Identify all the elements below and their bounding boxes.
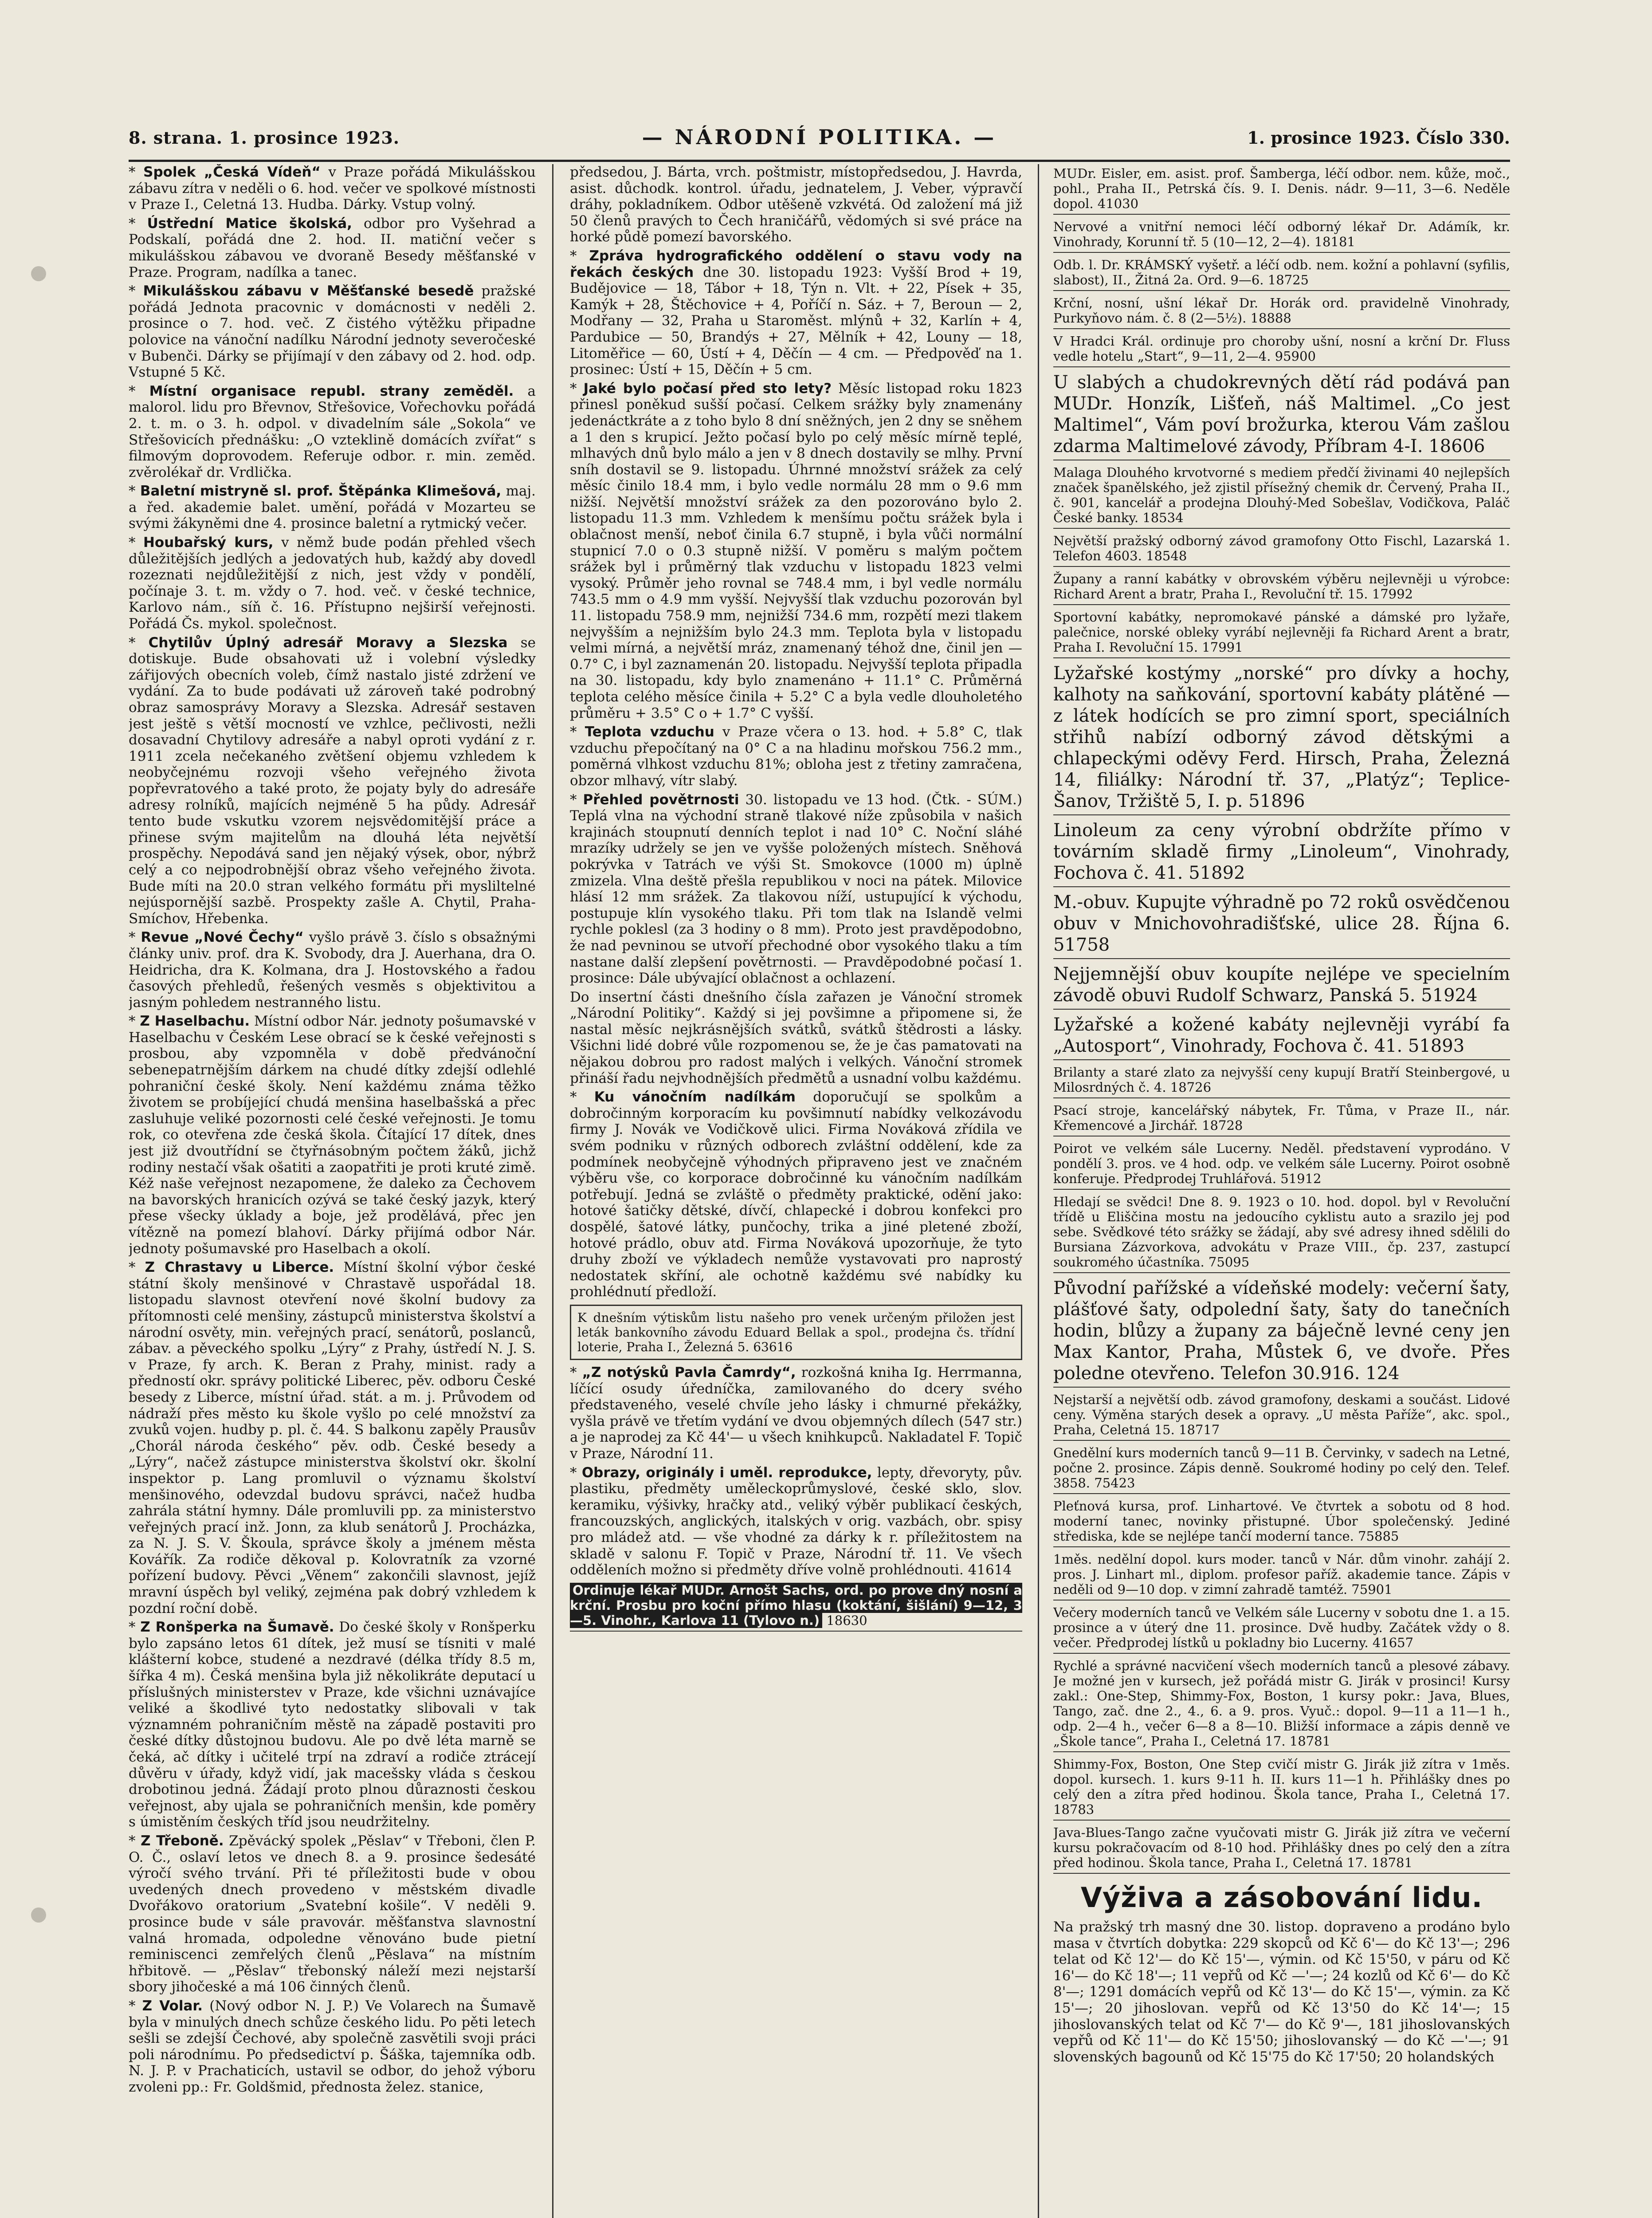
bullet-star: * — [570, 1464, 582, 1481]
bullet-star: * — [570, 1364, 582, 1380]
news-item — [129, 1013, 536, 1257]
ad-text: Sportovní kabátky, nepromokavé pánské a dámské pro lyžaře, palečnice, norské obleky vyrábí nejlevněji fa Richard Arent a bratr, Praha I. Revoluční 15. — [1053, 610, 1510, 655]
bullet-star: * — [129, 483, 140, 499]
news-item-title: Mikulášskou zábavu v Měšťanské besedě — [143, 283, 474, 299]
news-item-text: Do české školy v Ronšperku bylo zapsáno letos 61 dítek, jež musí se tísniti v malé klášterní kobce, studené a nezdravé (délka třídy 8.5 m, šířka 4 m). Česká menšina byla již několikráte deputací u příslušných ministerstev v Praze, kde všichni uznávajíce veliké a škodlivé tyto nedostatky slibovali v tak významném pohraničním městě na západě postaviti pro české dítky důstojnou budovu. Ale po dvě léta marně se čeká, ač dítky i učitelé trpí na zdraví a rodiče ztrácejí důvěru v úřady, když vidí, jak macešsky vláda s českou drobotinou jedná. Žádají proto plnou důraznosti českou veřejnost, aby ujala se pohraničních menšin, kde poměry s úmistěním českých tříd jsou neudržitelny. — [129, 1619, 536, 1830]
ad-text: Lyžařské a kožené kabáty nejlevněji vyrábí fa „Autosport“, Vinohrady, Fochova č. 41. — [1053, 1015, 1510, 1056]
ad-number: 18630 — [822, 1612, 867, 1628]
news-item-title: Obrazy, originály i uměl. reprodukce, — [581, 1464, 872, 1481]
news-item-text: maj. a řed. akademie balet. umění, pořádá v Mozarteu se svými žákyněmi dne 4. prosince baletní a rytmický večer. — [129, 483, 536, 532]
news-item — [570, 1465, 1022, 1578]
news-item-text: se dotiskuje. Bude obsahovati už i volební výsledky zářijových obecních voleb, čímž nastalo jisté zdržení ve vydání. Za to bude podávati už zároveň také podrobný obraz samosprávy Moravy a Slezska. Adresář sestaven jest ještě s větší mocností ve vzhlce, pečlivosti, nežli dosavadní Chytilovy adresáře a nabyl oproti vydání z r. 1911 zcela nečekaného zvětšení objemu vzhledem k neobyčejnému rozvoji všeho veřejného života popřevratového a také proto, že pojaty byly do adresáře adresy rolníků, majících nejméně 5 ha půdy. Adresář tento bude vskutku vzorem nejsvědomitější práce a přinese svým majitelům na dlouhá léta největší prospěchy. Nepodává sand jen nějaký výsek, obor, nýbrž celý a co nejpodrobnější obraz všeho veřejného života. Bude míti na 20.0 stran velkého formátu při mysliltelné nejúspornější sazbě. Prospekty zašle A. Chytil, Praha-Smíchov, Hřebenka. — [129, 634, 536, 927]
ad-number: 75423 — [1090, 1475, 1135, 1490]
classified-ads — [1053, 164, 1510, 1874]
news-item — [129, 483, 536, 532]
column-divider — [1038, 164, 1039, 2218]
classified-ad — [1053, 1276, 1510, 1388]
ad-text: Malaga Dlouhého krvotvorné s mediem předčí živinami 40 nejlepších značek španělského, jež zjistil přísežný chemik dr. Červený, Praha II., č. 901, kancelář a prodejna Dlouhý-Med Sobešlav, Vodičkova, Paláč České banky. — [1053, 465, 1510, 525]
bullet-star: * — [570, 248, 589, 264]
news-item-title: Baletní mistryně sl. prof. Štěpánka Klimešová, — [140, 483, 502, 499]
ad-number: 18783 — [1053, 1802, 1095, 1817]
news-item-title: Zpráva hydrografického oddělení o stavu vody na řekách českých — [570, 248, 1022, 280]
bullet-star: * — [129, 1013, 140, 1030]
ad-number: 51893 — [1402, 1036, 1465, 1056]
masthead-title: — NÁRODNÍ POLITIKA. — — [642, 125, 997, 149]
bullet-star: * — [570, 724, 585, 740]
ad-text: Večery moderních tanců ve Velkém sále Lucerny v sobotu dne 1. a 15. prosince a v úterý dne 11. prosince. Dvě hudby. Začátek vždy o 8. večer. Předprodej lístků u pokladny bio Lucerny. — [1053, 1605, 1510, 1650]
news-item — [570, 1089, 1022, 1300]
ad-number: 18888 — [1246, 311, 1291, 326]
classified-ad — [1053, 217, 1510, 253]
ad-text: Nejstarší a největší odb. závod gramofony, deskami a součást. Lidové ceny. Výměna starých desek a opravy. „U města Paříže“, akc. spol., Praha, Celetná 15. — [1053, 1392, 1510, 1437]
ad-number: 18181 — [1310, 234, 1355, 249]
ad-text: Brilanty a staré zlato za nejvyšší ceny kupují Bratří Steinbergové, u Milosrdných č. 4. — [1053, 1065, 1510, 1095]
news-item — [129, 535, 536, 632]
classified-ad — [1053, 1063, 1510, 1098]
bullet-star: * — [570, 1089, 594, 1105]
news-item-text: Místní školní výbor české státní školy menšinové v Chrastavě uspořádal 18. listopadu slavnost otevření nové školní budovy za přítomnosti celé menšiny, zástupců ministerstva školství a národní osvěty, min. veřejných prací, senátorů, poslanců, zábav. a pěveckého spolku „Lýry“ z Prahy, ústředí N. J. S. v Praze, fy arch. K. Beran z Prahy, minist. rady a předností okr. správy politické Liberec, pěv. odboru České besedy z Liberce, místní úřad. stát. a m. j. Průvodem od nádraží přes město ku škole vyšlo po celé množství za zvuků vojen. hudby p. pl. č. 44. S balkonu zapěly Prausův „Chorál národa českého“ pěv. odb. České besedy a „Lýry“, načež zástupce ministerstva školství okr. školní inspektor p. Lang promluvil o významu školství menšinového, odevzdal budovu správci, načež hudba zahrála státní hymny. Dále promluvili pp. za ministerstvo veřejných prací inž. Jonn, za klub senátorů J. Procházka, za N. J. S. V. Škoula, správce školy a jménem města Kovářík. Za rodiče děkoval p. Kolovratník za vzorné pořízení budovy. Pěvci „Věnem“ zakončili slavnost, jejíž mravní úspěch byl veliký, zejména pak dobrý vzhledem k pozdní roční době. — [129, 1259, 536, 1616]
bullet-star: * — [129, 1833, 141, 1849]
bullet-star: * — [129, 383, 149, 399]
ad-text: Původní pařížské a vídeňské modely: večerní šaty, plášťové šaty, odpolední šaty, šaty do tanečních hodin, blůzy a župany za báječně levné ceny jen Max Kantor, Praha, Můstek 6, ve dvoře. Přes poledne otevřeno. Telefon 30.916. — [1053, 1278, 1510, 1384]
news-item — [570, 724, 1022, 789]
ad-text: Java-Blues-Tango začne vyučovati mistr G. Jirák již zítra ve večerní kursu pokračovacím od 8-10 hod. Přihlášky dnes po celý den a zítra před hodinou. Škola tance, Praha I., Celetná 17. — [1053, 1825, 1510, 1870]
ad-text: Gnedělní kurs moderních tanců 9—11 B. Červinky, v sadech na Letné, počne 2. prosince. Zápis denně. Soukromé hodiny po celý den. Telef. 3858. — [1053, 1445, 1510, 1490]
ad-number: 51912 — [1276, 1171, 1322, 1186]
section-heading: Výživa a zásobování lidu. — [1080, 1881, 1483, 1914]
ad-text: Shimmy-Fox, Boston, One Step cvičí mistr G. Jirák již zítra v 1měs. dopol. kursech. 1. kurs 9-11 h. II. kurs 11—1 h. Přihlášky dnes po celý den a zítra před hodinou. Škola tance, Praha I., Celetná 17. — [1053, 1757, 1510, 1802]
ad-number: 51758 — [1053, 935, 1110, 955]
news-item-text: a malorol. lidu pro Břevnov, Střešovice, Vořechovku pořádá 2. t. m. o 3. h. odpol. v divadelním sále „Sokola“ ve Střešovicích přednášku: „O vzteklině domácích zvířat“ s filmovým doprovodem. Referuje odbor. r. min. zeměd. zvěrolékař dr. Vrdlička. — [129, 383, 536, 480]
classified-ad — [1053, 1497, 1510, 1547]
newspaper-page — [129, 120, 1510, 2218]
news-item-title: Revue „Nové Čechy“ — [141, 929, 304, 946]
news-column-middle — [570, 164, 1022, 2218]
news-item — [129, 1998, 536, 2096]
ad-text: Odb. l. Dr. KRÁMSKÝ vyšetř. a léčí odb. nem. kožní a pohlavní (syfilis, slabost), II., Žitná 2a. Ord. 9—6. — [1053, 257, 1510, 287]
punch-hole-top — [31, 266, 46, 281]
ad-number: 18728 — [1197, 1118, 1243, 1133]
news-item — [129, 216, 536, 280]
news-item-text: pražské pořádá Jednota pracovnic v domácnosti v neděli 2. prosince o 7. hod. več. Z čistého výtěžku připadne polovice na vánoční nadílku Národní jednoty severočeské v Bubenči. Dárky se přijímají v den zábavy od 2. hod. odp. Vstupné 5 Kč. — [129, 283, 536, 381]
classified-ad — [1053, 294, 1510, 329]
ad-number: 18534 — [1138, 510, 1184, 525]
classified-ad — [1053, 332, 1510, 367]
news-item-title: Z Třeboně. — [141, 1833, 224, 1849]
ad-number: 63616 — [749, 1339, 793, 1354]
ad-text: Lyžařské kostýmy „norské“ pro dívky a hochy, kalhoty na saňkování, sportovní kabáty plátěné — z látek hodících se pro zimní sport, speciálních střihů nabízí odborný závod dětskými a chlapeckými oděvy Ferd. Hirsch, Praha, Železná 14, filiálky: Národní tř. 37, „Platýz“; Teplice-Šanov, Tržiště 5, I. p. — [1053, 663, 1510, 811]
news-item-text: 30. listopadu ve 13 hod. (Čtk. - SÚM.) Teplá vlna na východní straně tlakové níže způsobila v našich krajinách stoupnutí denních teplot i nad 10° C. Noční sláhé mrazíky udržely se jen ve vyšše položených místech. Sněhová pokrývka v Tatrách ve výši St. Smokovce (1000 m) úplně zmizela. Vlna deště přešla republikou v noci na pátek. Milovice hlásí 12 mm srážek. Za tlakovou níží, ustupující k východu, postupuje klín vysokého tlaku. Při tom tlak na Islandě velmi rychle poklesl (za 3 hodiny o 8 mm). Proto jest pravděpodobno, že nad pevninou se utvoří přechodné obor vysokého tlaku a tím nastane další zlepšení povětrnosti. — Pravděpodobné počasí 1. prosince: Dále ubývající oblačnost a ochlazení. — [570, 791, 1022, 987]
ad-text: Hledají se svědci! Dne 8. 9. 1923 o 10. hod. dopol. byl v Revoluční třídě u Eliščina mostu na jedoucího cyklistu auto a srazilo jej pod sebe. Svědkové této srážky se žádají, aby své adresy ihned sdělili do Bursiana Zázvorkova, advokátu v Praze VIII., čp. 237, zastupcí soukromého účastníka. — [1053, 1194, 1510, 1270]
classified-ad — [1053, 890, 1510, 959]
news-item — [129, 1259, 536, 1616]
bullet-star: * — [129, 535, 143, 551]
issue-date-number: 1. prosince 1923. Číslo 330. — [1247, 128, 1510, 148]
ad-number: 41614 — [963, 1562, 1012, 1578]
ad-number: 95900 — [1271, 349, 1316, 364]
bullet-star: * — [570, 791, 583, 808]
classified-ad — [1053, 1550, 1510, 1601]
ad-number: 51924 — [1415, 985, 1478, 1006]
boxed-notice-text: K dnešním výtiskům listu našeho pro venek určeným přiložen jest leták bankovního závodu Eduard Bellak a spol., prodejna čs. třídní loterie, Praha I., Železná 5. — [577, 1310, 1015, 1354]
ad-number: 18781 — [1285, 1734, 1331, 1749]
ad-number: 17991 — [1198, 640, 1243, 655]
classified-ad — [1053, 164, 1510, 215]
news-item — [129, 1619, 536, 1830]
columns-container — [129, 164, 1510, 2218]
news-item — [570, 1365, 1022, 1462]
classified-ad — [1053, 531, 1510, 567]
classified-ad — [1053, 463, 1510, 529]
ad-text: Poirot ve velkém sále Lucerny. Neděl. představení vyprodáno. V pondělí 3. pros. ve 4 hod. odp. ve velkém sále Lucerny. Poirot osobně konferuje. Předprodej Truhlářová. — [1053, 1141, 1510, 1186]
news-item-text: Místní odbor Nár. jednoty pošumavské v Haselbachu v Českém Lese obrací se k české veřejnosti s prosbou, aby vzpomněla v době předvánoční sebenepatrnějším dárkem na chudé dítky zdejší odlehlé pohraniční české školy. Není každému známa těžko životem se probíjející chudá menšina haselbašská a přec zasluhuje veliké pozornosti celé české veřejnosti. Je tomu rok, co otevřena zde česká škola. Čítající 17 dítek, dnes jest již dvoutřídní se čtyřnásobným počtem žáků, jichž rodiny nestačí však ošatiti a zaopatřiti je proti kruté zimě. Kéž naše veřejnost nezapomene, že daleko za Čechovem na bavorských hranicích ozývá se také český jazyk, který přese všecky úklady a boje, jež prodělává, přec jen vítězně na pomezí blahoví. Dárky přijímá odbor Nár. jednoty pošumavské pro Haselbach a okolí. — [129, 1013, 536, 1257]
news-item-text: Zpěvácký spolek „Pěslav“ v Třeboni, člen P. O. Č., oslaví letos ve dnech 8. a 9. prosince šedesáté výročí svého trvání. Při té příležitosti bude v obou uvedených dnech provedeno v městském divadle Dvořákovo oratorium „Svatební košile“. V neděli 9. prosince bude v sále pravovár. měšťanstva slavnostní valná hromada, odpoledne věnováno bude pietní reminiscenci zemřelých členů „Pěslava“ na místním hřbitově. — „Pěslav“ třebonský náleží mezi nejstarší sbory jihočeské a má 106 činných členů. — [129, 1833, 536, 1995]
news-item — [129, 635, 536, 927]
bullet-star: * — [129, 215, 147, 232]
classified-ad — [1053, 370, 1510, 460]
classified-ad — [1053, 1823, 1510, 1874]
ad-text: 1měs. nedělní dopol. kurs moder. tanců v Nár. dům vinohr. zahájí 2. pros. J. Linhart ml., diplom. profesor paříž. akademie tance. Zápis v neděli od 9—10 dop. v zimní zahradě tamtéž. — [1053, 1552, 1510, 1597]
ad-number: 41657 — [1368, 1635, 1414, 1650]
news-item-title: Z Haselbachu. — [140, 1013, 250, 1030]
ad-number: 18548 — [1142, 548, 1187, 563]
news-item-title: Jaké bylo počasí před sto lety? — [583, 380, 832, 397]
punch-hole-bottom — [31, 1907, 46, 1923]
news-item-text: rozkošná kniha Ig. Herrmanna, líčící osudy úředníčka, zamilovaného do dcery svého představeného, veselé chvíle jeho lásky i chmurné překážky, vyšla právě ve třetím vydání ve dvou objemných dílech (547 str.) a je naprodej za Kč 44'— u všech knihkupců. Nakladatel F. Topič v Praze, Národní 11. — [570, 1364, 1022, 1462]
ad-text: Krční, nosní, ušní lékař Dr. Horák ord. pravidelně Vinohrady, Purkyňovo nám. č. 8 (2—5½). — [1053, 295, 1510, 326]
news-item-title: Teplota vzduchu — [585, 724, 714, 740]
classified-ad — [1053, 608, 1510, 658]
news-item-text: v Praze pořádá Mikulášskou zábavu zítra v neděli o 6. hod. večer ve spolkové místnosti v Praze I., Celetná 13. Hudba. Dárky. Vstup volný. — [129, 164, 536, 213]
classified-ad — [1053, 1139, 1510, 1190]
inverse-ad — [570, 1581, 1022, 1632]
ad-number: 18726 — [1166, 1080, 1212, 1095]
bullet-star: * — [570, 380, 584, 397]
classified-ad — [1053, 256, 1510, 291]
news-item-title: Ku vánočním nadílkám — [594, 1089, 796, 1105]
bullet-star: * — [129, 634, 149, 651]
classified-ad — [1053, 818, 1510, 887]
news-item — [129, 1833, 536, 1995]
inverse-ad-text: Ordinuje lékař MUDr. Arnošt Sachs, ord. po prove dný nosní a krční. Prosbu pro koční přímo hlasu (koktání, šišlání) 9—12, 3—5. Vinohr., Karlova 11 (Tylovo n.) — [570, 1582, 1022, 1628]
news-item-title: „Z notýsků Pavla Čamrdy“, — [582, 1364, 796, 1380]
news-item-text: odbor pro Vyšehrad a Podskalí, pořádá dne 2. hod. II. matiční večer s mikulášskou zábavou ve dvoraně Besedy měšťanské v Praze. Program, nadílka a tanec. — [129, 215, 536, 280]
news-item — [570, 381, 1022, 721]
news-item — [129, 383, 536, 481]
ad-number: 75095 — [1204, 1255, 1250, 1270]
classified-ad — [1053, 962, 1510, 1010]
news-item-text: (Nový odbor N. J. P.) Ve Volarech na Šumavě byla v minulých dnech schůze českého lidu. Po pěti letech sešli se zdejší Čechové, aby společně zasvětili svoji práci poli národnímu. Po předsedictví p. Šáška, tajemníka odb. N. J. P. v Prachaticích, ustavil se odbor, do jehož výboru zvoleni pp.: Fr. Goldšmid, přednosta želez. stanice, — [129, 1998, 536, 2095]
news-item — [129, 283, 536, 381]
classified-ad — [1053, 570, 1510, 605]
news-item-title: Spolek „Česká Vídeň“ — [143, 164, 321, 180]
news-item — [129, 164, 536, 213]
ad-text: MUDr. Eisler, em. asist. prof. Šamberga, léčí odbor. nem. kůže, moč., pohl., Praha II., Petrská čís. 9. I. Denis. nádr. 9—11, 3—6. Neděle dopol. — [1053, 166, 1510, 211]
page-number-date: 8. strana. 1. prosince 1923. — [129, 128, 400, 148]
news-item-text: dne 30. listopadu 1923: Vyšší Brod + 19, Budějovice — 18, Tábor + 18, Týn n. Vlt. + 22, Písek + 35, Kamýk + 28, Štěchovice + 4, Poříčí n. Sáz. + 7, Beroun — 2, Modřany — 32, Praha u Staroměst. mlýnů + 32, Karlín + 4, Pardubice — 50, Brandýs + 27, Mělník + 42, Louny — 18, Litoměřice — 60, Ústí + 4, Děčín — 4 cm. — Předpověď na 1. prosinec: Ústí + 15, Děčín + 5 cm. — [570, 264, 1022, 378]
bullet-star: * — [129, 283, 143, 299]
ad-number: 51892 — [1183, 863, 1245, 883]
bullet-star: * — [129, 1259, 145, 1276]
market-report: Na pražský trh masný dne 30. listop. dopraveno a prodáno bylo masa v čtvrtích dobytka: 229 skopců od Kč 6'— do Kč 13'—; 296 telat od Kč 12'— do Kč 15'—, výmin. od Kč 15'50, v páru od Kč 16'— do Kč 18'—; 11 vepřů od Kč —'—; 24 kozlů od Kč 6'— do Kč 8'—; 1291 domácích vepřů od Kč 13'— do Kč 15'—, výmin. za Kč 15'—; 20 jihoslovan. vepřů od Kč 13'50 do Kč 14'—; 15 jihoslovanských telat od Kč 7'— do Kč 9'—, 181 jihoslovanských vepřů od Kč 11'— do Kč 15'50; jihoslovanský — do Kč —'—; 91 slovenských bagounů od Kč 15'75 do Kč 17'50; 20 holandských — [1053, 1919, 1510, 2065]
classified-ad — [1053, 1101, 1510, 1137]
news-item — [570, 792, 1022, 987]
news-item-text: vyšlo právě 3. číslo s obsažnými články univ. prof. dra K. Svobody, dra J. Auerhana, dra O. Heidricha, dra K. Kolmana, dra J. Hostovského a řadou časových přehledů, řešených vesměs s objektivitou a jasným pohledem nestranného listu. — [129, 929, 536, 1011]
ad-number: 75885 — [1354, 1529, 1399, 1544]
news-item-text: v Praze včera o 13. hod. + 5.8° C, tlak vzduchu přepočítaný na 0° C a na hladinu mořskou 756.2 mm., poměrná vlhkost vzduchu 81%; obloha jest z třetiny zamračena, obzor mlhavý, vítr slabý. — [570, 724, 1022, 789]
ad-text: Linoleum za ceny výrobní obdržíte přímo v továrním skladě firmy „Linoleum“, Vinohrady, Fochova č. 41. — [1053, 820, 1510, 883]
ad-text: Největší pražský odborný závod gramofony Otto Fischl, Lazarská 1. Telefon 4603. — [1053, 533, 1510, 563]
column-divider — [552, 164, 553, 2218]
news-item-title: Místní organisace republ. strany zeměděl. — [149, 383, 514, 399]
ads-column-right — [1053, 164, 1510, 2218]
ad-text: V Hradci Král. ordinuje pro choroby ušní, nosní a krční Dr. Fluss vedle hotelu „Start“, 9—11, 2—4. — [1053, 334, 1510, 364]
ad-number: 51896 — [1243, 791, 1305, 811]
classified-ad — [1053, 1443, 1510, 1494]
news-item-text: v němž bude podán přehled všech důležitějších jedlých a jedovatých hub, každý aby dovedl rozeznati nejdůležitější z nich, jest vždy v pondělí, počínaje 3. t. m. vždy o 7. hod. več. v české technice, Karlovo nám., síň č. 16. Přístupno nejširší veřejnosti. Pořádá Čs. mykol. společnost. — [129, 535, 536, 632]
bullet-star: * — [129, 1619, 141, 1636]
classified-ad — [1053, 1755, 1510, 1821]
news-item-title: Z Chrastavy u Liberce. — [145, 1259, 334, 1276]
news-item-text: předsedou, J. Bárta, vrch. poštmistr, místopředsedou, J. Havrda, asist. důchodk. kontrol. úřadu, jednatelem, J. Veber, výpravčí dráhy, pokladníkem. Odbor utěšeně vzkvétá. Od založení má již 50 členů pravých to Čech hraničářů, vědomých si své práce na horké půdě pomezí bavorského. — [570, 164, 1022, 245]
bullet-star: * — [129, 164, 144, 180]
ad-number: 75901 — [1347, 1582, 1393, 1597]
ad-text: U slabých a chudokrevných dětí rád podává pan MUDr. Honzík, Lišťeň, náš Maltimel. „Co jest Maltimel“, Vám poví brožurka, kterou Vám zašlou zdarma Maltimelové závody, Příbram 4-I. — [1053, 372, 1510, 456]
news-item-title: Houbařský kurs, — [143, 535, 274, 551]
classified-ad — [1053, 1390, 1510, 1441]
news-item — [570, 248, 1022, 378]
ad-text: Nervové a vnitřní nemoci léčí odborný lékař Dr. Adámík, kr. Vinohrady, Korunní tř. 5 (10—12, 2—4). — [1053, 219, 1510, 249]
news-item-title: Z Ronšperka na Šumavě. — [140, 1619, 334, 1636]
news-item-title: Z Volar. — [142, 1998, 203, 2014]
news-item — [570, 164, 1022, 245]
news-item-title: Ústřední Matice školská, — [147, 215, 352, 232]
ad-text: Župany a ranní kabátky v obrovském výběru nejlevněji u výrobce: Richard Arent a bratr, Praha I., Revoluční tř. 15. — [1053, 571, 1510, 602]
classified-ad — [1053, 1603, 1510, 1654]
classified-ad — [1053, 661, 1510, 815]
news-item — [129, 929, 536, 1011]
news-item — [570, 989, 1022, 1087]
ad-text: Nejjemnější obuv koupíte nejlépe ve specielním závodě obuvi Rudolf Schwarz, Panská 5. — [1053, 964, 1510, 1006]
news-item-title: Přehled povětrnosti — [583, 791, 739, 808]
boxed-notice — [570, 1305, 1022, 1360]
news-item-text: Do insertní části dnešního čísla zařazen je Vánoční stromek „Národní Politiky“. Každý si jej povšimne a připomene si, že nastal měsíc nejkrásnějších svátků, svátků štědrosti a lásky. Všichni lidé dobré vůle rozpomenou se, že je čas pamatovati na nějakou dobrou pro radost malých i velkých. Vánoční stromek přináší řadu nejvhodnějších předmětů a usnadní volbu každému. — [570, 989, 1022, 1086]
ad-number: 17992 — [1368, 586, 1413, 602]
ad-number: 18717 — [1174, 1422, 1220, 1437]
classified-ad — [1053, 1012, 1510, 1060]
news-column-left — [129, 164, 536, 2218]
page-header — [129, 120, 1510, 162]
ad-number: 18725 — [1264, 272, 1309, 287]
news-item-text: lepty, dřevoryty, pův. plastiku, předměty uměleckoprůmyslové, české sklo, slov. keramiku, výšivky, hračky atd., veliký výběr publikací českých, francouzských, anglických, italských v orig. vazbách, obr. spisy pro mládež atd. — vše vhodné za dárky k r. příležitostem na skladě v salonu F. Topič v Praze, Národní tř. 11. Ve všech odděleních možno si předměty dříve volně prohlédnouti. — [570, 1464, 1022, 1578]
ad-number: 18781 — [1367, 1855, 1413, 1870]
classified-ad — [1053, 1192, 1510, 1273]
news-item-title: Chytilův Úplný adresář Moravy a Slezska — [148, 634, 508, 651]
ad-text: Rychlé a správné nacvičení všech moderních tanců a plesové zábavy. Je možné jen v kursech, jež pořádá mistr G. Jirák v prosinci! Kursy zakl.: One-Step, Shimmy-Fox, Boston, 1 kursy pokr.: Java, Blues, Tango, zač. dne 2., 4., 6. a 9. pros. Vyuč.: dopol. 9—11 a 11—1 h., odp. 2—4 h., večer 6—8 a 8—10. Bližší informace a zápis denně ve „Škole tance“, Praha I., Celetná 17. — [1053, 1658, 1510, 1749]
ad-number: 18606 — [1423, 436, 1485, 456]
news-item-text: Měsíc listopad roku 1823 přinesl poněkud sušší počasí. Celkem srážky byly znamenány jedenáctkráte a z toho bylo 8 dní sněžných, jen 2 dny se sněhem a 1 den s krupicí. Ježto počasí bylo po celý měsíc mírně teplé, mlhavých dnů bylo málo a jen v 8 dnech dostavily se mlhy. První sníh dostavil se 9. listopadu. Úhrnné množství srážek za celý měsíc činilo 18.4 mm, i bylo vedle normálu 28 mm o 9.6 mm nižší. Největší množství srážek za den pozorováno bylo 2. listopadu 11.3 mm. Vzhledem k menšímu počtu srážek byla i oblačnost menší, neboť činila 6.7 stupně, i byla vůči normální stupnicí 7.0 o 0.3 stupně nižší. V poměru s malým počtem srážek byl i průměrný tlak vzduchu v listopadu 1823 velmi vysoký. Průměr jeho rovnal se 748.4 mm, i byl vedle normálu 743.5 mm o 4.9 mm vyšší. Nejvyšší tlak vzduchu pozorován byl 11. listopadu 758.9 mm, nejnižší 734.6 mm, rozpětí mezi tlakem nejvyšším a nejnižším bylo 24.3 mm. Teplota byla v listopadu velmi mírná, a největší mráz, znamenaný téhož dne, činil jen — 0.7° C, i byl zaznamenán 20. listopadu. Nejvyšší teplota připadla na 30. listopadu, kdy bylo znamenáno + 11.1° C. Průměrná teplota celého měsíce činila + 5.2° C a byla vedle dlouholetého průměru + 3.5° C o + 1.7° C vyšší. — [570, 380, 1022, 721]
classified-ad — [1053, 1656, 1510, 1752]
ad-number: 124 — [1360, 1363, 1400, 1384]
ad-text: M.-obuv. Kupujte výhradně po 72 roků osvědčenou obuv v Mnichovohradišťské, ulice 28. Října 6. — [1053, 892, 1510, 934]
ad-number: 41030 — [1093, 196, 1139, 211]
bullet-star: * — [129, 1998, 142, 2014]
bullet-star: * — [129, 929, 141, 946]
ad-text: Pleťnová kursa, prof. Linhartové. Ve čtvrtek a sobotu od 8 hod. moderní tanec, novinky přistupné. Úbor společenský. Jediné střediska, kde se nejlépe tančí moderní tance. — [1053, 1498, 1510, 1544]
ad-text: Psací stroje, kancelářský nábytek, Fr. Tůma, v Praze II., nár. Křemencové a Jirchář. — [1053, 1103, 1510, 1133]
news-item-text: doporučují se spolkům a dobročinným korporacím ku povšimnutí nabídky velkozávodu firmy J. Novák ve Vodičkově ulici. Firma Nováková zřídila ve svém podniku v různých odborech zvláštní oddělení, kde za podmínek neobyčejně výhodných připraveno jest ve značném výběru vše, co korporace dobročinné ku vánočním nadílkám potřebují. Jedná se zvláště o předměty praktické, odění jako: hotové šatičky dětské, dívčí, chlapecké i dobrou konfekci pro dospělé, šatové látky, punčochy, trika a jiné pletené zboží, hotové prádlo, obuv atd. Firma Nováková upozorňuje, že tyto druhy zboží ve výkladech nemůže vystavovati pro naprostý nedostatek skříní, ale ochotně každému své nabídky ku prohlédnutí předloží. — [570, 1089, 1022, 1300]
